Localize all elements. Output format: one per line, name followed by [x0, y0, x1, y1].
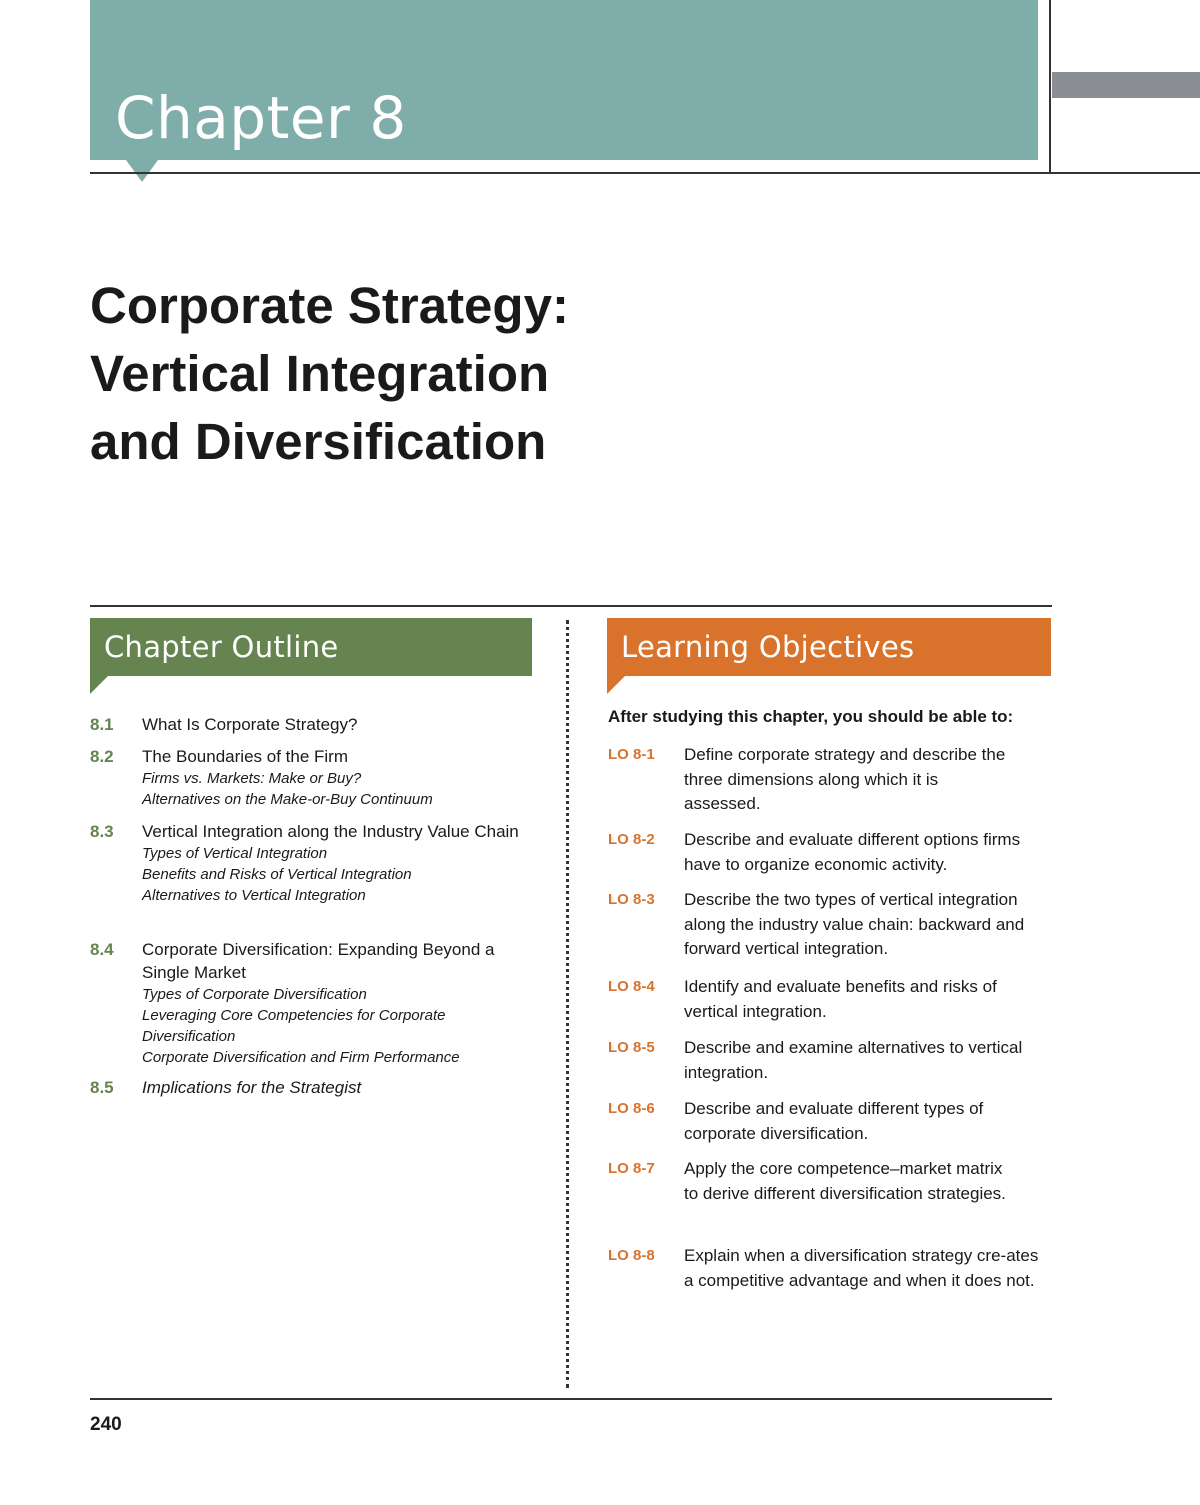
- outline-item-number: 8.4: [90, 940, 114, 959]
- learning-objective: [608, 975, 1054, 1024]
- outline-item: [90, 713, 530, 736]
- outline-subitem: Firms vs. Markets: Make or Buy?: [142, 770, 362, 787]
- outline-item-title: Implications for the Strategist: [142, 1078, 362, 1097]
- learning-objective-code: LO 8-4: [608, 978, 655, 995]
- learning-objective-code: LO 8-6: [608, 1100, 655, 1117]
- outline-item: [90, 938, 530, 1068]
- outline-subitem: Alternatives to Vertical Integration: [142, 887, 366, 904]
- outline-subitem: Benefits and Risks of Vertical Integration: [142, 866, 412, 883]
- learning-objective: [608, 828, 1054, 877]
- learning-objective-text: Describe and evaluate different types of corporate diversification.: [684, 1099, 984, 1143]
- outline-item-title: What Is Corporate Strategy?: [142, 715, 358, 734]
- section-rule: [90, 605, 1052, 607]
- footer-rule: [90, 1398, 1052, 1400]
- outline-item: [90, 745, 530, 810]
- outline-item-title: Corporate Diversification: Expanding Beyond a Single Market: [142, 940, 495, 982]
- outline-item-number: 8.2: [90, 747, 114, 766]
- outline-item-number: 8.5: [90, 1078, 114, 1097]
- outline-subitem: Alternatives on the Make-or-Buy Continuum: [142, 791, 433, 808]
- learning-objective-text: Describe and evaluate different options firms have to organize economic activity.: [684, 830, 1021, 874]
- learning-objective-text: Apply the core competence–market matrix to derive different diversification strategies.: [684, 1159, 1006, 1203]
- learning-objective: [608, 888, 1054, 962]
- chapter-title-line: and Diversification: [90, 413, 547, 470]
- outline-item-number: 8.3: [90, 822, 114, 841]
- learning-objective-code: LO 8-3: [608, 891, 655, 908]
- learning-objective-text: Identify and evaluate benefits and risks of vertical integration.: [684, 977, 997, 1021]
- learning-objectives-intro: After studying this chapter, you should be able to:: [608, 707, 1014, 726]
- learning-objectives-heading-notch: [607, 676, 625, 694]
- learning-objective: [608, 1097, 1054, 1146]
- header-tab-marker: [1052, 72, 1200, 98]
- learning-objective-code: LO 8-7: [608, 1160, 655, 1177]
- learning-objectives-heading: Learning Objectives: [607, 618, 1051, 676]
- outline-subitem: Types of Vertical Integration: [142, 845, 328, 862]
- learning-objective-code: LO 8-1: [608, 746, 655, 763]
- chapter-banner-pointer: [126, 160, 158, 182]
- outline-subitem: Corporate Diversification and Firm Performance: [142, 1049, 460, 1066]
- chapter-title-line: Corporate Strategy:: [90, 277, 569, 334]
- outline-subitem: Types of Corporate Diversification: [142, 986, 367, 1003]
- learning-objective: [608, 1157, 1054, 1206]
- outline-item: [90, 820, 530, 906]
- header-vertical-rule: [1049, 0, 1051, 174]
- chapter-outline-heading-notch: [90, 676, 108, 694]
- outline-subitem: Leveraging Core Competencies for Corporate Diversification: [142, 1007, 446, 1045]
- header-rule: [90, 172, 1200, 174]
- learning-objective-code: LO 8-2: [608, 831, 655, 848]
- chapter-title-line: Vertical Integration: [90, 345, 550, 402]
- chapter-outline-heading: Chapter Outline: [90, 618, 532, 676]
- learning-objective-text: Describe the two types of vertical integration along the industry value chain: backward and forward vertical integration.: [684, 890, 1025, 958]
- outline-item-number: 8.1: [90, 715, 114, 734]
- learning-objective-text: Explain when a diversification strategy cre-ates a competitive advantage and when it does not.: [684, 1246, 1039, 1290]
- learning-objective: [608, 1244, 1054, 1293]
- outline-item-title: The Boundaries of the Firm: [142, 747, 348, 766]
- learning-objective-code: LO 8-5: [608, 1039, 655, 1056]
- chapter-label: Chapter 8: [115, 84, 407, 152]
- learning-objective-text: Describe and examine alternatives to vertical integration.: [684, 1038, 1023, 1082]
- chapter-title: [90, 272, 890, 476]
- column-divider: [566, 620, 569, 1388]
- learning-objective-code: LO 8-8: [608, 1247, 655, 1264]
- learning-objective-text: Define corporate strategy and describe the three dimensions along which it is assessed.: [684, 745, 1006, 813]
- learning-objective: [608, 743, 1054, 817]
- outline-item-title: Vertical Integration along the Industry Value Chain: [142, 822, 519, 841]
- page-number: 240: [90, 1414, 122, 1435]
- outline-item: [90, 1076, 530, 1099]
- learning-objective: [608, 1036, 1054, 1085]
